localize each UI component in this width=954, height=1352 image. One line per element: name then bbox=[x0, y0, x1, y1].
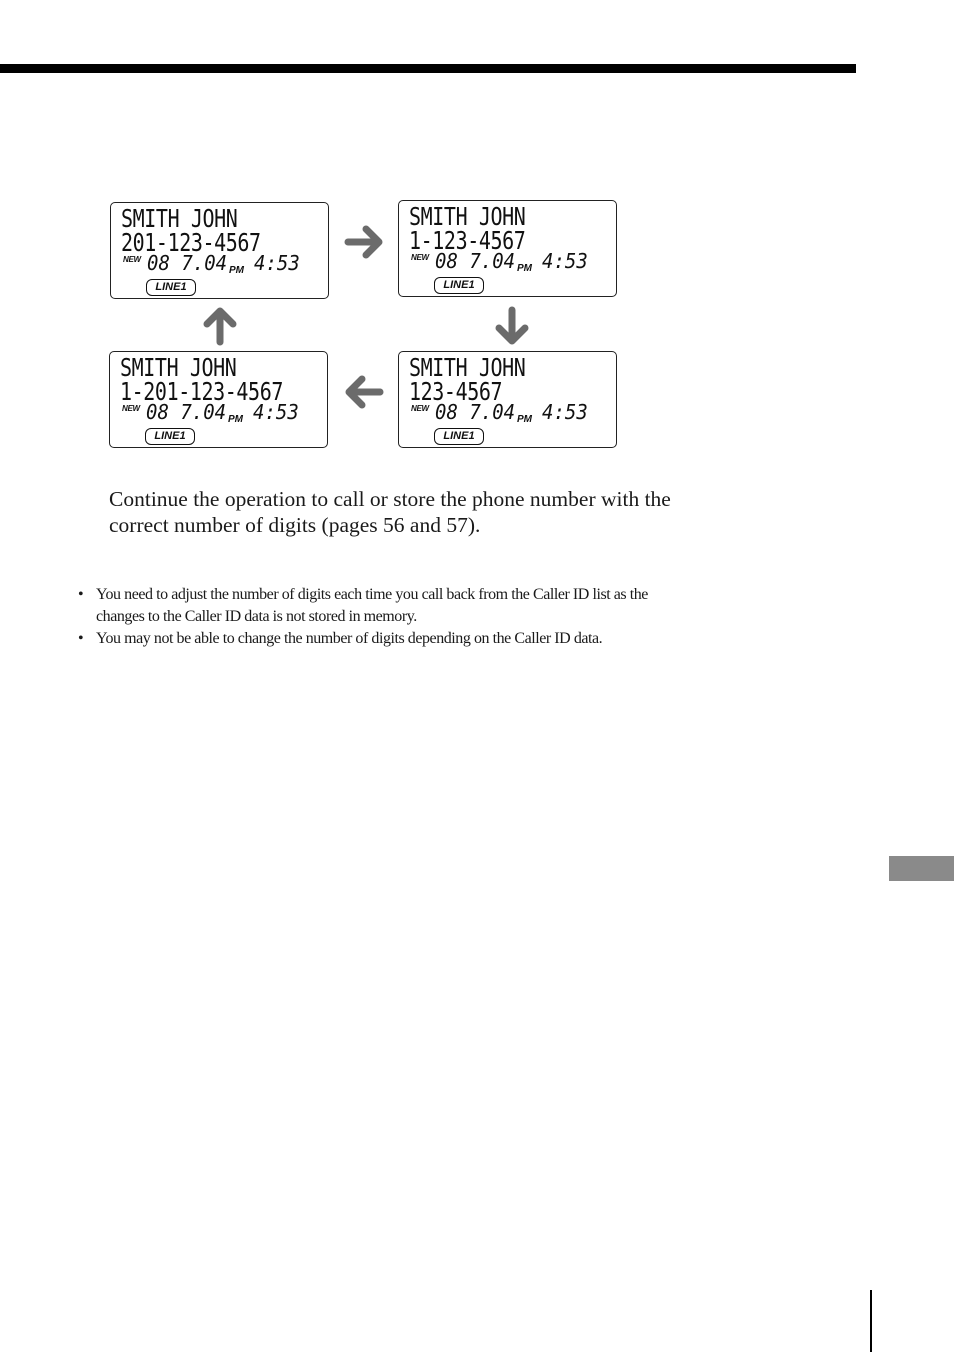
pm-indicator: PM bbox=[517, 263, 532, 274]
bullet: • bbox=[78, 630, 84, 647]
arrow-left-icon bbox=[342, 370, 386, 414]
call-date: 08 7.04 bbox=[435, 400, 516, 424]
caller-name: SMITH JOHN bbox=[409, 353, 526, 382]
arrow-down-icon bbox=[490, 304, 534, 348]
line1-indicator: LINE1 bbox=[146, 279, 196, 296]
bullet: • bbox=[78, 586, 84, 603]
call-time: 4:53 bbox=[542, 400, 588, 424]
note-item bbox=[78, 628, 678, 650]
line1-indicator: LINE1 bbox=[145, 428, 195, 445]
new-indicator: NEW bbox=[122, 404, 140, 413]
caller-number: 201-123-4567 bbox=[121, 228, 261, 257]
arrow-up-icon bbox=[198, 304, 242, 348]
note-text: You may not be able to change the number of digits depending on the Caller ID data. bbox=[96, 630, 603, 647]
caller-number: 1-123-4567 bbox=[409, 226, 526, 255]
caller-name: SMITH JOHN bbox=[121, 204, 238, 233]
call-time: 4:53 bbox=[253, 400, 299, 424]
line1-indicator: LINE1 bbox=[434, 277, 484, 294]
instruction-text: Continue the operation to call or store the phone number with the correct number of digits (pages 56 and 57). bbox=[109, 487, 671, 537]
lcd-display-2 bbox=[398, 200, 617, 297]
lcd-display-3 bbox=[109, 351, 328, 448]
lcd-display-1 bbox=[110, 202, 329, 299]
page-margin-rule bbox=[870, 1290, 872, 1352]
note-item bbox=[78, 584, 678, 627]
call-date: 08 7.04 bbox=[435, 249, 516, 273]
section-tab bbox=[889, 856, 954, 881]
top-rule bbox=[0, 64, 856, 73]
pm-indicator: PM bbox=[517, 414, 532, 425]
caller-number: 123-4567 bbox=[409, 377, 503, 406]
new-indicator: NEW bbox=[123, 255, 141, 264]
call-date: 08 7.04 bbox=[146, 400, 227, 424]
note-text: You need to adjust the number of digits each time you call back from the Caller ID list as the changes to the Caller ID data is not stored in memory. bbox=[96, 586, 648, 625]
pm-indicator: PM bbox=[229, 265, 244, 276]
caller-name: SMITH JOHN bbox=[409, 202, 526, 231]
caller-number: 1-201-123-4567 bbox=[120, 377, 283, 406]
new-indicator: NEW bbox=[411, 404, 429, 413]
new-indicator: NEW bbox=[411, 253, 429, 262]
arrow-right-icon bbox=[342, 220, 386, 264]
line1-indicator: LINE1 bbox=[434, 428, 484, 445]
pm-indicator: PM bbox=[228, 414, 243, 425]
call-time: 4:53 bbox=[254, 251, 300, 275]
lcd-display-4 bbox=[398, 351, 617, 448]
caller-name: SMITH JOHN bbox=[120, 353, 237, 382]
call-time: 4:53 bbox=[542, 249, 588, 273]
notes-list bbox=[78, 584, 678, 651]
call-date: 08 7.04 bbox=[147, 251, 228, 275]
